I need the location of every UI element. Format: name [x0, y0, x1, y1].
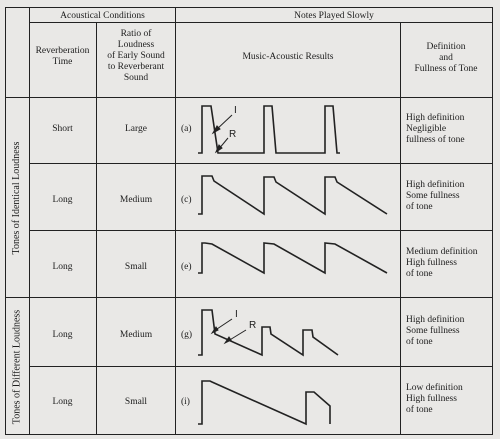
- waveform-a-reverberant-label: R: [229, 129, 237, 140]
- row-5-definition: Low definition High fullness of tone: [406, 383, 463, 415]
- row-1-reverberation: Short: [52, 124, 73, 134]
- row-2-ratio: Medium: [119, 195, 153, 205]
- header-reverberation-time: Reverberation Time: [35, 46, 90, 67]
- row-4-label: (g): [181, 330, 193, 340]
- row-2-reverberation: Long: [52, 195, 73, 205]
- row-4-ratio: Medium: [119, 330, 153, 340]
- row-3-definition: Medium definition High fullness of tone: [406, 247, 478, 279]
- header-definition-fullness: Definition and Fullness of Tone: [414, 42, 478, 74]
- waveform-g-reverberant-label: R: [249, 320, 257, 331]
- row-3-ratio: Small: [124, 262, 148, 272]
- header-ratio: Ratio of Loudness of Early Sound to Reverberant Sound: [107, 29, 165, 83]
- row-5-ratio: Small: [124, 397, 148, 407]
- waveform-e: [198, 243, 387, 273]
- row-4-reverberation: Long: [52, 330, 73, 340]
- header-notes-played-slowly: Notes Played Slowly: [294, 11, 374, 21]
- row-1-ratio: Large: [125, 124, 147, 134]
- row-4-definition: High definition Some fullness of tone: [406, 315, 465, 347]
- waveform-a-initial-label: I: [234, 105, 237, 116]
- row-5-reverberation: Long: [52, 397, 73, 407]
- waveform-g: [198, 310, 338, 355]
- row-2-definition: High definition Some fullness of tone: [406, 180, 465, 212]
- group-label-different: Tones of Different Loudness: [11, 309, 23, 425]
- waveform-g-initial-label: I: [235, 309, 238, 320]
- row-2-label: (c): [181, 195, 192, 205]
- row-1-label: (a): [181, 124, 192, 134]
- row-3-label: (e): [181, 262, 192, 272]
- waveform-i: [198, 381, 330, 424]
- header-acoustical-conditions: Acoustical Conditions: [60, 11, 145, 21]
- header-music-acoustic-results: Music-Acoustic Results: [242, 52, 334, 62]
- row-3-reverberation: Long: [52, 262, 73, 272]
- row-1-definition: High definition Negligible fullness of tone: [406, 113, 465, 145]
- row-5-label: (i): [181, 397, 190, 407]
- waveform-c: [198, 176, 387, 214]
- group-label-identical: Tones of Identical Loudness: [11, 141, 22, 255]
